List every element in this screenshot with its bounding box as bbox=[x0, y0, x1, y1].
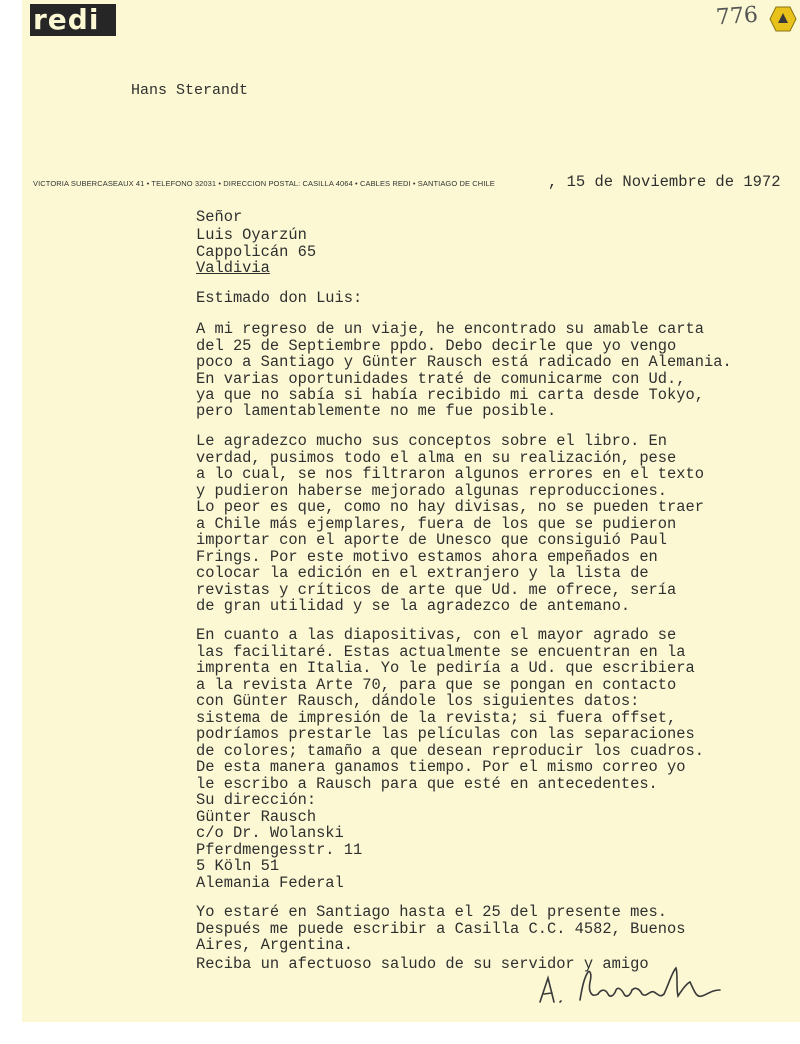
body-line: con Günter Rausch, dándole los siguientes datos: bbox=[196, 692, 640, 710]
address-line: Alemania Federal bbox=[196, 874, 344, 892]
body-line: de colores; tamaño a que desean reproducir los cuadros. bbox=[196, 742, 704, 760]
body-line: En varias oportunidades traté de comunicarme con Ud., bbox=[196, 370, 686, 388]
sender-name: Hans Sterandt bbox=[131, 82, 249, 99]
address-line: c/o Dr. Wolanski bbox=[196, 824, 344, 842]
body-line: Después me puede escribir a Casilla C.C. 4582, Buenos bbox=[196, 920, 686, 938]
body-line: ya que no sabía si había recibido mi carta desde Tokyo, bbox=[196, 386, 704, 404]
body-line: importar con el aporte de Unesco que consiguió Paul bbox=[196, 531, 668, 549]
body-line: A mi regreso de un viaje, he encontrado su amable carta bbox=[196, 320, 704, 338]
archive-stamp-icon bbox=[769, 6, 797, 32]
body-line: colocar la edición en el extranjero y la lista de bbox=[196, 564, 649, 582]
body-line: le escribo a Rausch para que esté en antecedentes. bbox=[196, 775, 658, 793]
greeting: Estimado don Luis: bbox=[196, 289, 363, 307]
body-line: a lo cual, se nos filtraron algunos errores en el texto bbox=[196, 465, 704, 483]
body-line: Le agradezco mucho sus conceptos sobre el libro. En bbox=[196, 432, 668, 450]
body-line: de gran utilidad y se la agradezco de antemano. bbox=[196, 597, 631, 615]
body-line: imprenta en Italia. Yo le pediría a Ud. que escribiera bbox=[196, 659, 695, 677]
archive-number: 776 bbox=[715, 2, 759, 31]
body-line: a Chile más ejemplares, fuera de los que se pudieron bbox=[196, 515, 677, 533]
body-line: De esta manera ganamos tiempo. Por el mismo correo yo bbox=[196, 758, 686, 776]
closing-line: Reciba un afectuoso saludo de su servidor y amigo bbox=[196, 955, 649, 973]
redi-logo bbox=[30, 4, 116, 36]
logo-text: redi bbox=[33, 3, 100, 36]
address-line: 5 Köln 51 bbox=[196, 857, 280, 875]
body-line: Aires, Argentina. bbox=[196, 936, 354, 954]
body-line: Frings. Por este motivo estamos ahora empeñados en bbox=[196, 548, 658, 566]
recipient-salutation: Señor bbox=[196, 208, 243, 226]
body-line: las facilitaré. Estas actualmente se encuentran en la bbox=[196, 643, 686, 661]
body-line: verdad, pusimos todo el alma en su realización, pese bbox=[196, 449, 677, 467]
body-line: revistas y críticos de arte que Ud. me ofrece, sería bbox=[196, 581, 677, 599]
recipient-street: Cappolicán 65 bbox=[196, 243, 317, 261]
handwritten-signature bbox=[536, 960, 746, 1010]
body-line: En cuanto a las diapositivas, con el mayor agrado se bbox=[196, 626, 677, 644]
body-line: podríamos prestarle las películas con las separaciones bbox=[196, 725, 695, 743]
recipient-city: Valdivia bbox=[196, 259, 270, 277]
body-line: poco a Santiago y Günter Rausch está radicado en Alemania. bbox=[196, 353, 732, 371]
address-line: Günter Rausch bbox=[196, 808, 317, 826]
body-line: del 25 de Septiembre ppdo. Debo decirle que yo vengo bbox=[196, 337, 677, 355]
letter-date: , 15 de Noviembre de 1972 bbox=[548, 173, 781, 191]
recipient-name: Luis Oyarzún bbox=[196, 226, 307, 244]
body-line: Lo peor es que, como no hay divisas, no se pueden traer bbox=[196, 498, 704, 516]
address-line: Pferdmengesstr. 11 bbox=[196, 841, 363, 859]
body-line: pero lamentablemente no me fue posible. bbox=[196, 402, 557, 420]
body-line: sistema de impresión de la revista; si fuera offset, bbox=[196, 709, 677, 727]
body-line: a la revista Arte 70, para que se pongan en contacto bbox=[196, 676, 677, 694]
body-line: Yo estaré en Santiago hasta el 25 del presente mes. bbox=[196, 903, 668, 921]
body-line: y pudieron haberse mejorado algunas reproducciones. bbox=[196, 482, 668, 500]
letterhead-address: VICTORIA SUBERCASEAUX 41 • TELEFONO 32031 • DIRECCION POSTAL: CASILLA 4064 • CABLES REDI • SANTIAGO DE CHILE bbox=[33, 179, 495, 188]
address-label: Su dirección: bbox=[196, 791, 317, 809]
